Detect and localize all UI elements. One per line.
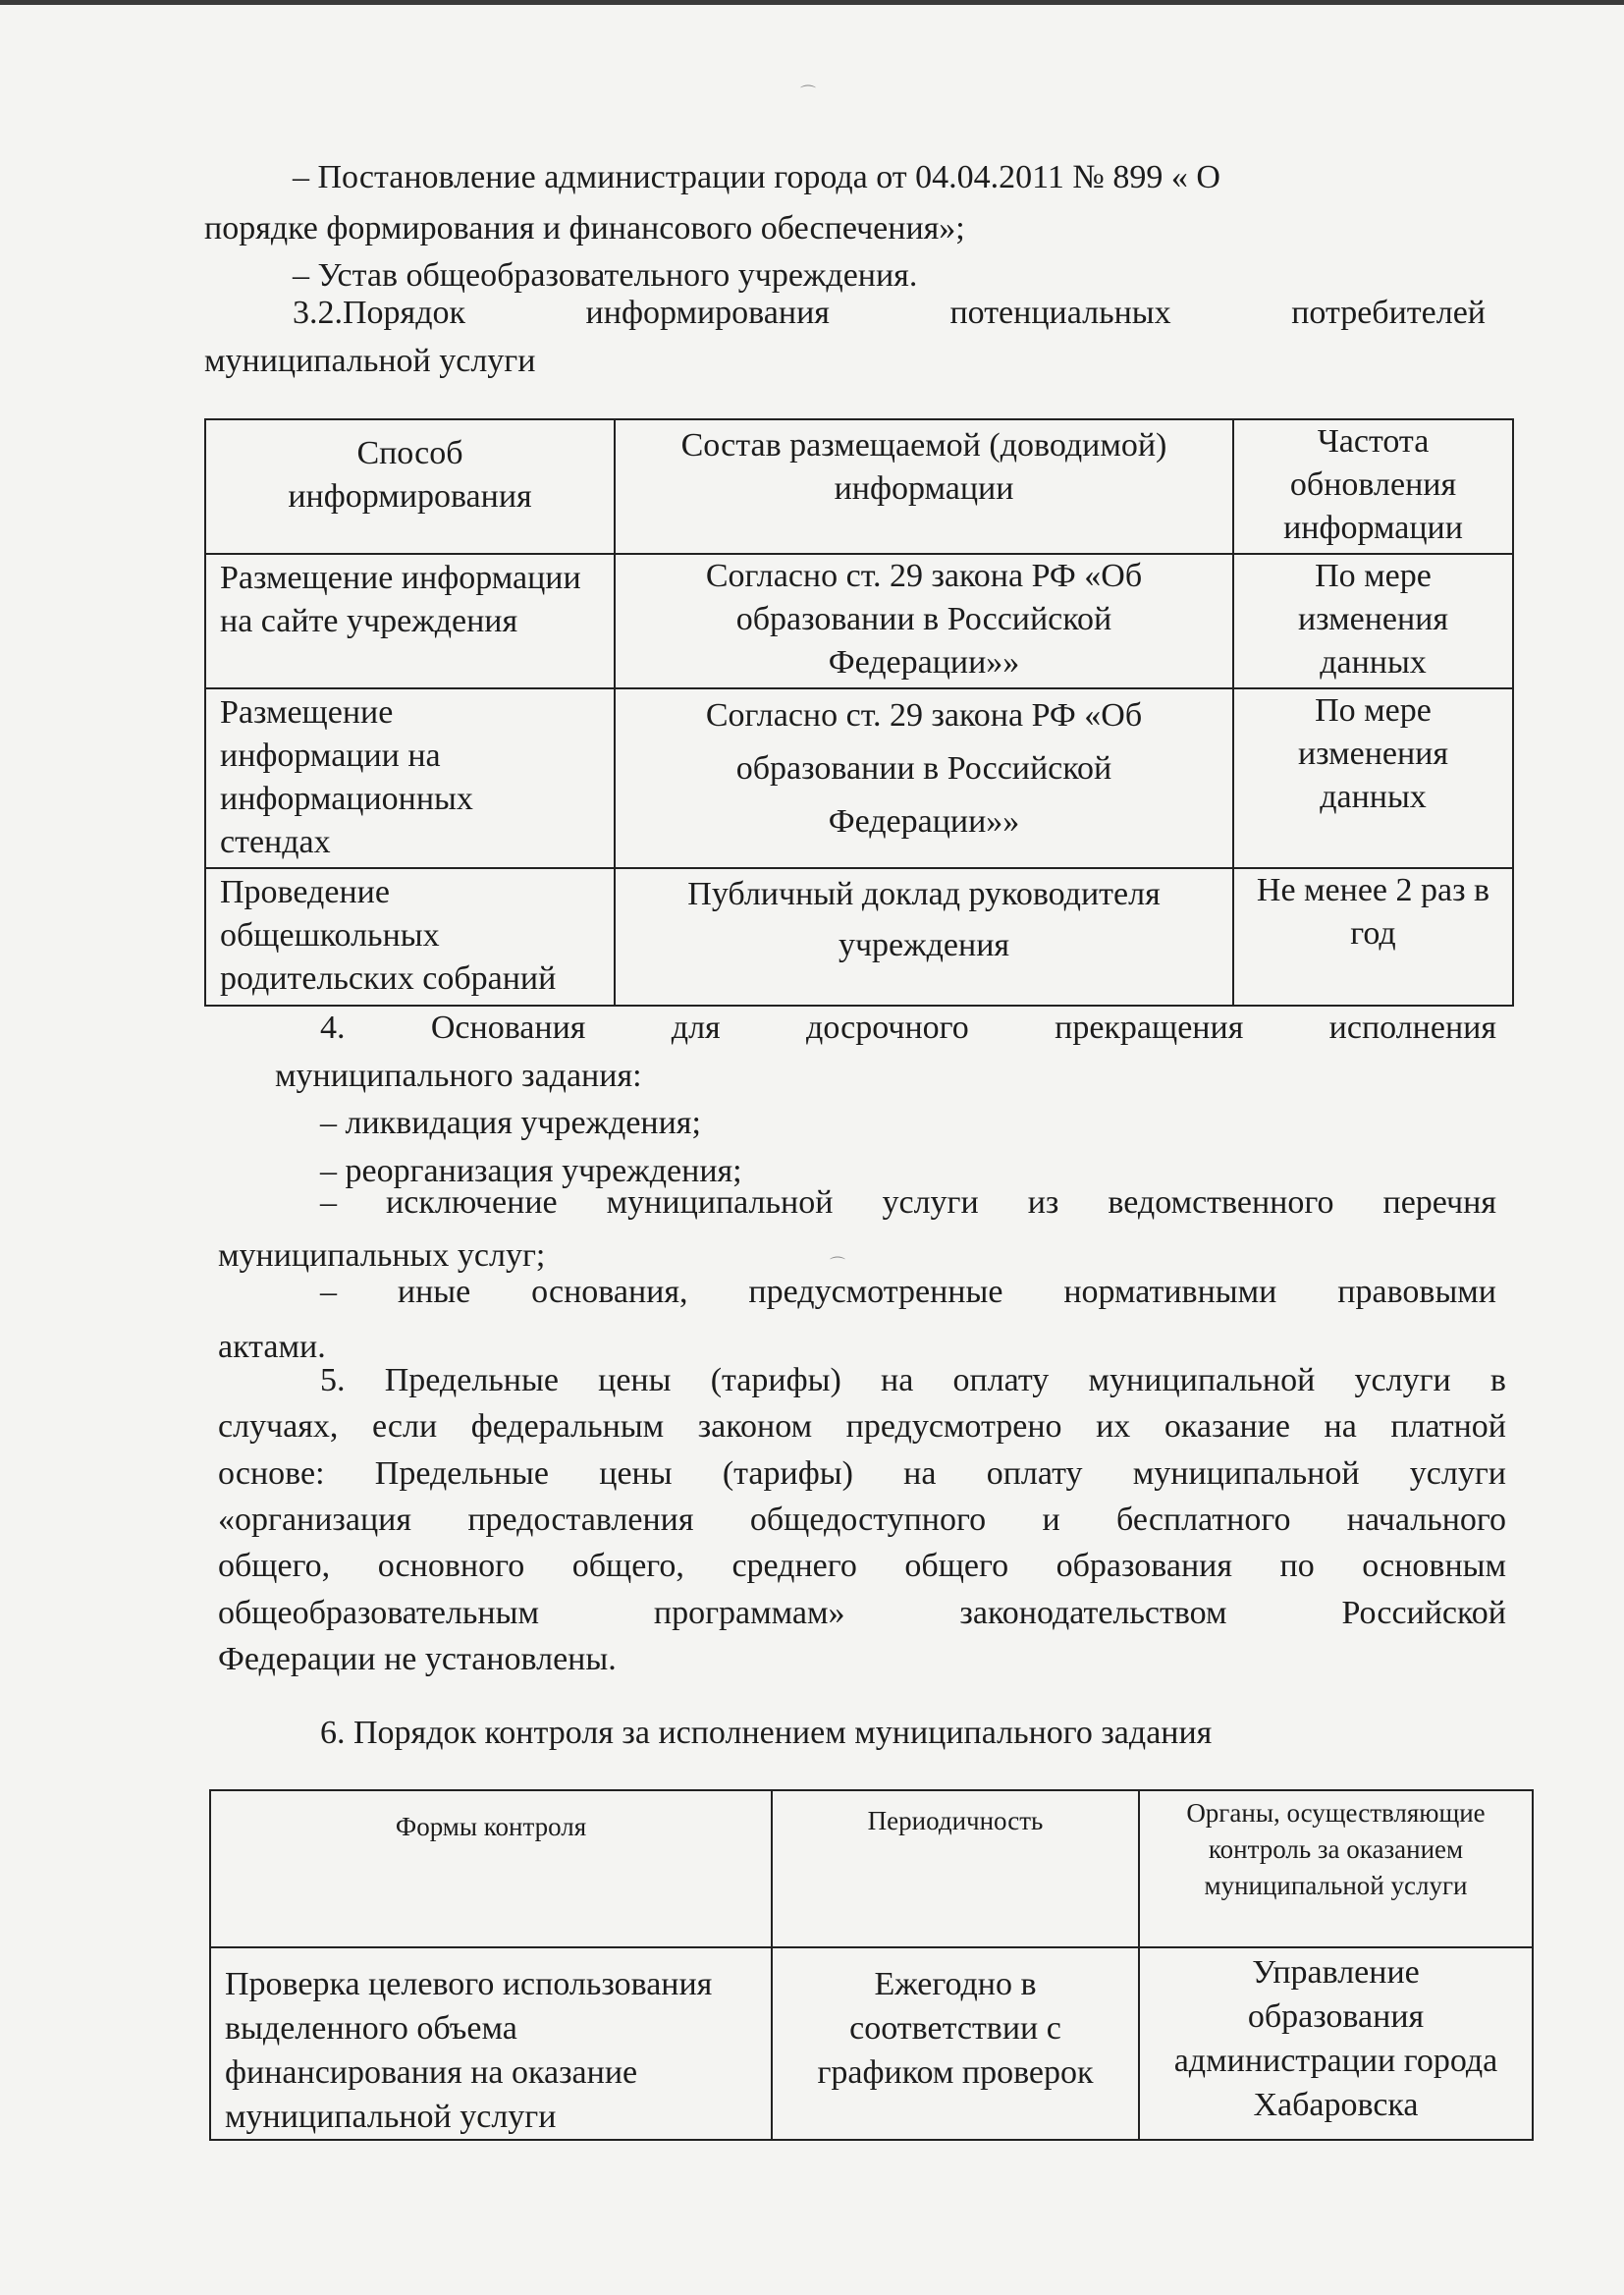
intro-line-2: порядке формирования и финансового обеспечения»;	[204, 210, 965, 246]
scan-speck: ⌒	[800, 85, 817, 102]
table-header-row	[210, 1790, 1533, 1947]
intro-line-3: – Устав общеобразовательного учреждения.	[293, 257, 918, 294]
table-cell: По мере изменения данных	[1233, 688, 1513, 868]
section-5-line: 5. Предельные цены (тарифы) на оплату муниципальной услуги в	[320, 1362, 1506, 1398]
header-cell: Состав размещаемой (доводимой) информации	[615, 419, 1233, 554]
informing-table	[204, 418, 1514, 1007]
list-item: – иные основания, предусмотренные нормативными правовыми	[320, 1274, 1496, 1310]
table-cell: Размещение информации на сайте учреждения	[205, 554, 615, 688]
section-5-line: общего, основного общего, среднего общего образования по основным	[218, 1548, 1506, 1584]
table-row	[205, 688, 1513, 868]
section-5-line: «организация предоставления общедоступного и бесплатного начального	[218, 1502, 1506, 1538]
header-cell: Способ информирования	[205, 419, 615, 554]
table-cell: Ежегодно в соответствии с графиком проверок	[772, 1947, 1139, 2140]
table-cell: Согласно ст. 29 закона РФ «Об образовании в Российской Федерации»»	[615, 554, 1233, 688]
control-table	[209, 1789, 1534, 2141]
section-6-title: 6. Порядок контроля за исполнением муниципального задания	[320, 1715, 1213, 1751]
list-item: – реорганизация учреждения;	[320, 1153, 742, 1189]
list-item: – исключение муниципальной услуги из ведомственного перечня	[320, 1184, 1496, 1221]
header-cell: Органы, осуществляющие контроль за оказанием муниципальной услуги	[1139, 1790, 1533, 1947]
table-cell: Публичный доклад руководителя учреждения	[615, 868, 1233, 1006]
scan-top-edge	[0, 0, 1624, 5]
table-cell: Согласно ст. 29 закона РФ «Об образовании в Российской Федерации»»	[615, 688, 1233, 868]
section-3-2-title-cont: муниципальной услуги	[204, 343, 536, 379]
table-row	[205, 554, 1513, 688]
table-cell: Проверка целевого использования выделенного объема финансирования на оказание муниципальной услуги	[210, 1947, 772, 2140]
table-cell: По мере изменения данных	[1233, 554, 1513, 688]
section-5-line: случаях, если федеральным законом предусмотрено их оказание на платной	[218, 1408, 1506, 1445]
table-cell: Не менее 2 раз в год	[1233, 868, 1513, 1006]
list-item-cont: муниципальных услуг;	[218, 1237, 546, 1274]
intro-line-1: – Постановление администрации города от 04.04.2011 № 899 « О	[293, 159, 1220, 195]
section-5-line: Федерации не установлены.	[218, 1641, 617, 1677]
section-5-line: общеобразовательным программам» законодательством Российской	[218, 1595, 1506, 1631]
section-4-title: 4. Основания для досрочного прекращения исполнения	[320, 1010, 1496, 1046]
table-row	[210, 1947, 1533, 2140]
section-5-line: основе: Предельные цены (тарифы) на оплату муниципальной услуги	[218, 1455, 1506, 1492]
list-item-cont: актами.	[218, 1329, 326, 1365]
table-cell: Проведение общешкольных родительских собраний	[205, 868, 615, 1006]
scan-speck: ⌒	[830, 1257, 846, 1274]
header-cell: Периодичность	[772, 1790, 1139, 1947]
header-cell: Частота обновления информации	[1233, 419, 1513, 554]
table-row	[205, 868, 1513, 1006]
section-4-title-cont: муниципального задания:	[275, 1058, 642, 1094]
table-header-row	[205, 419, 1513, 554]
section-3-2-title: 3.2.Порядок информирования потенциальных потребителей	[293, 295, 1486, 331]
table-cell: Размещение информации на информационных стендах	[205, 688, 615, 868]
table-cell: Управление образования администрации города Хабаровска	[1139, 1947, 1533, 2140]
list-item: – ликвидация учреждения;	[320, 1105, 701, 1141]
header-cell: Формы контроля	[210, 1790, 772, 1947]
